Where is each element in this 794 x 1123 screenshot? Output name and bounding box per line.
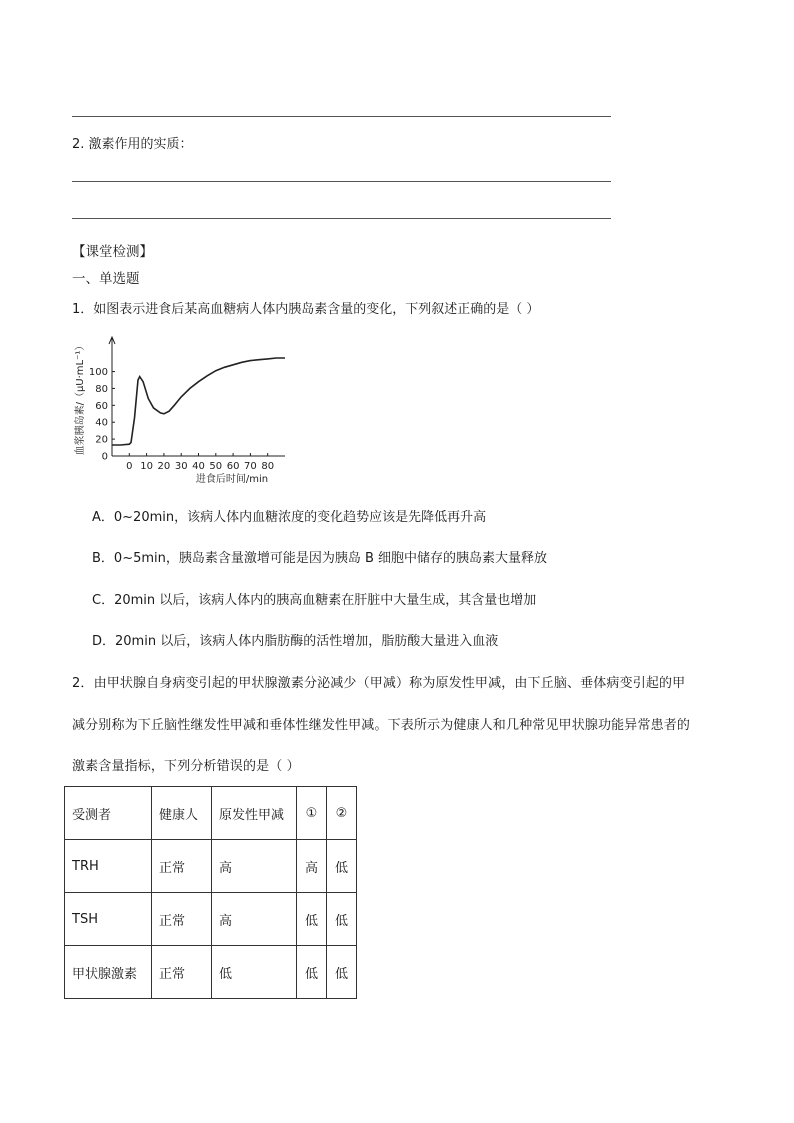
q2-stem-line-2: 减分别称为下丘脑性继发性甲减和垂体性继发性甲减。下表所示为健康人和几种常见甲状腺功能异常患者的 [72,718,691,733]
y-tick-label: 60 [95,400,108,412]
table-cell: 高 [212,840,297,893]
table-cell: 低 [327,840,357,893]
insulin-line-chart [72,334,312,489]
table-cell: 低 [327,946,357,999]
answer-line-2 [72,181,611,182]
table-cell: 甲状腺激素 [65,946,152,999]
table-cell: 低 [327,893,357,946]
x-tick-label: 20 [157,461,171,472]
y-tick-label: 0 [101,451,108,463]
q1-option-c: C．20min 以后，该病人体内的胰高血糖素在肝脏中大量生成，其含量也增加 [92,593,537,608]
answer-line-3 [72,218,611,219]
table-cell: 正常 [152,946,212,999]
x-tick-label: 70 [244,461,257,472]
section-title: 【课堂检测】 [72,244,153,260]
q1-option-d: D．20min 以后，该病人体内脂肪酶的活性增加，脂肪酸大量进入血液 [92,634,499,649]
hormone-table [64,786,357,999]
insulin-curve [112,358,285,445]
y-tick-label: 100 [88,367,108,379]
q2-stem-line-1: 2．由甲状腺自身病变引起的甲状腺激素分泌减少（甲减）称为原发性甲减，由下丘脑、垂体病变引起的甲 [72,676,686,691]
chart-axes [109,337,285,456]
table-cell: 高 [212,893,297,946]
x-tick-label: 0 [126,461,133,472]
y-tick-label: 20 [95,434,108,446]
table-cell: 低 [212,946,297,999]
chart-x-axis-label: 进食后时间/min [195,474,269,485]
table-cell: 正常 [152,840,212,893]
table-cell: 低 [297,946,327,999]
x-tick-label: 30 [174,461,188,472]
table-cell: 正常 [152,893,212,946]
chart-y-axis-label: 血浆胰岛素/（μU·mL⁻¹） [75,340,86,456]
table-header-cell: 原发性甲减 [212,787,297,840]
q2-stem-line-3: 激素含量指标，下列分析错误的是（ ） [72,759,300,774]
y-tick-label: 40 [95,417,108,429]
table-cell: 低 [297,893,327,946]
y-tick-label: 80 [95,383,108,395]
q1-option-a: A．0~20min，该病人体内血糖浓度的变化趋势应该是先降低再升高 [92,510,487,525]
x-tick-label: 10 [140,461,153,472]
x-tick-label: 50 [209,461,223,472]
answer-line-1 [72,116,611,117]
table-cell: 高 [297,840,327,893]
x-tick-label: 60 [226,461,240,472]
q1-option-b: B．0~5min，胰岛素含量激增可能是因为胰岛 B 细胞中储存的胰岛素大量释放 [92,551,548,566]
table-row [65,893,357,946]
q1-stem: 1．如图表示进食后某高血糖病人体内胰岛素含量的变化，下列叙述正确的是（ ） [72,302,540,317]
table-cell: TSH [65,893,152,946]
table-row [65,840,357,893]
section-subtitle: 一、单选题 [72,271,140,287]
table-row [65,946,357,999]
x-tick-label: 40 [192,461,205,472]
table-header-cell: ② [327,787,357,840]
table-header-cell: 受测者 [65,787,152,840]
table-cell: TRH [65,840,152,893]
table-header-cell: ① [297,787,327,840]
table-header-row [65,787,357,840]
x-tick-label: 80 [261,461,275,472]
table-header-cell: 健康人 [152,787,212,840]
answer-q2-label: 2. 激素作用的实质： [72,137,193,152]
